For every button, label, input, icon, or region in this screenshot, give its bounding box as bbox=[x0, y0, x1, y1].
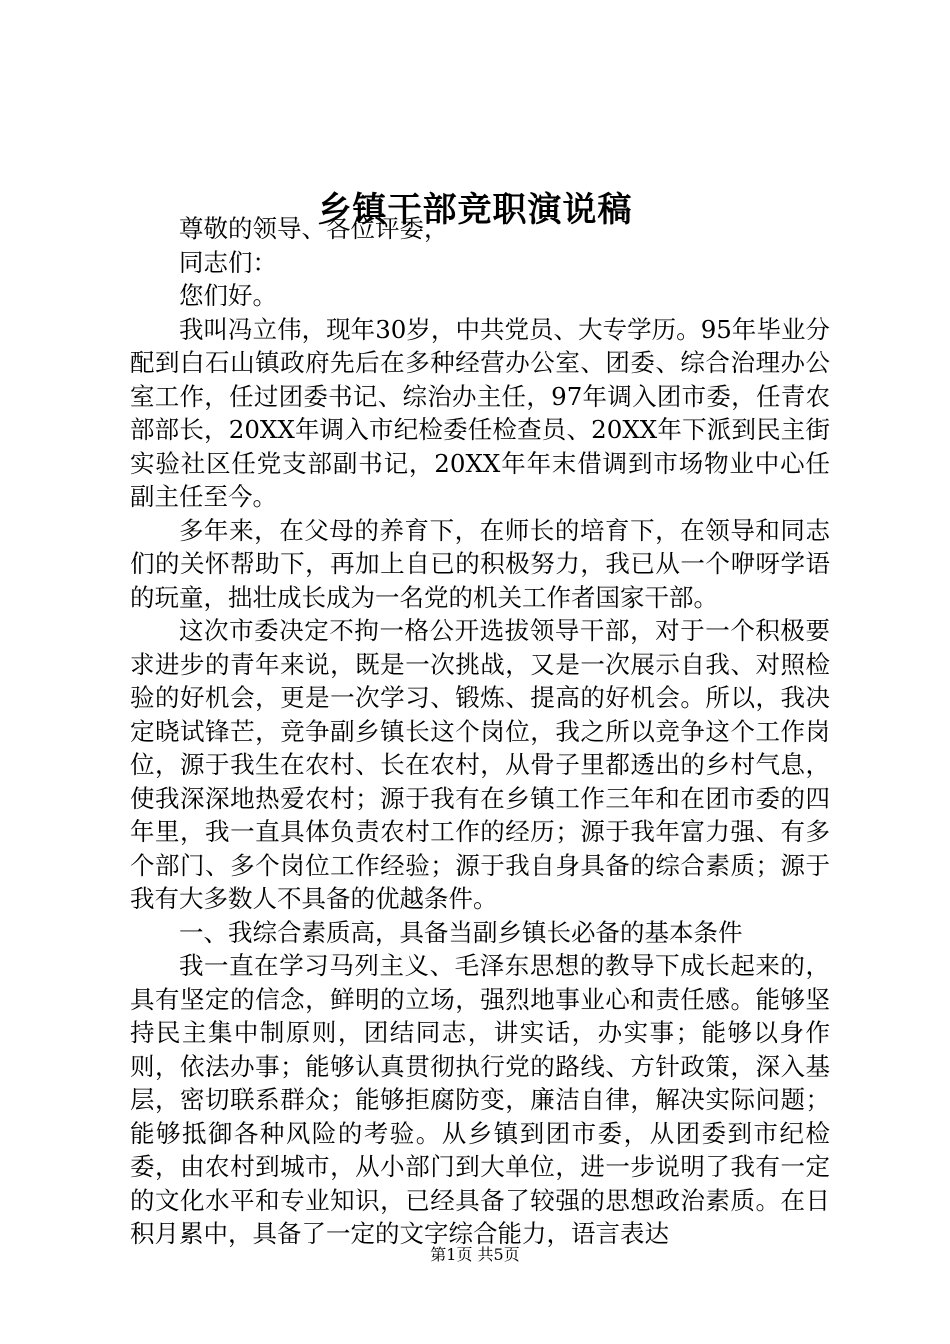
section-heading: 一、我综合素质高，具备当副乡镇长必备的基本条件 bbox=[179, 917, 743, 947]
body-paragraph: 我叫冯立伟，现年30岁，中共党员、大专学历。95年毕业分配到白石山镇政府先后在多种经营办公室、团委、综合治理办公室工作，任过团委书记、综治办主任，97年调入团市委，任青农部部长，20XX年调入市纪检委任检查员、20XX年下派到民主街实验社区任党支部副书记，20XX年年末借调到市场物业中心任副主任至今。 bbox=[130, 314, 830, 511]
document-body bbox=[130, 212, 830, 1251]
page-number-footer: 第1页 共5页 bbox=[430, 1245, 520, 1264]
document-title: 乡镇干部竞职演说稿 bbox=[317, 190, 633, 230]
body-paragraph: 这次市委决定不拘一格公开选拔领导干部，对于一个积极要求进步的青年来说，既是一次挑战，又是一次展示自我、对照检验的好机会，更是一次学习、锻炼、提高的好机会。所以，我决定晓试锋芒，竞争副乡镇长这个岗位，我之所以竞争这个工作岗位，源于我生在农村、长在农村，从骨子里都透出的乡村气息，使我深深地热爱农村；源于我有在乡镇工作三年和在团市委的四年里，我一直具体负责农村工作的经历；源于我年富力强、有多个部门、多个岗位工作经验；源于我自身具备的综合素质；源于我有大多数人不具备的优越条件。 bbox=[130, 616, 830, 913]
greeting-line: 您们好。 bbox=[179, 281, 277, 310]
salutation-line: 同志们： bbox=[179, 247, 277, 277]
salutation-line: 尊敬的领导、各位评委， bbox=[179, 214, 449, 243]
body-paragraph: 我一直在学习马列主义、毛泽东思想的教导下成长起来的，具有坚定的信念，鲜明的立场，强烈地事业心和责任感。能够坚持民主集中制原则，团结同志，讲实话，办实事；能够以身作则，依法办事；能够认真贯彻执行党的路线、方针政策，深入基层，密切联系群众；能够拒腐防变，廉洁自律，解决实际问题；能够抵御各种风险的考验。从乡镇到团市委，从团委到市纪检委，由农村到城市，从小部门到大单位，进一步说明了我有一定的文化水平和专业知识，已经具备了较强的思想政治素质。在日积月累中，具备了一定的文字综合能力，语言表达 bbox=[130, 951, 830, 1248]
body-paragraph: 多年来，在父母的养育下，在师长的培育下，在领导和同志们的关怀帮助下，再加上自已的积极努力，我已从一个咿呀学语的玩童，拙壮成长成为一名党的机关工作者国家干部。 bbox=[130, 515, 830, 612]
